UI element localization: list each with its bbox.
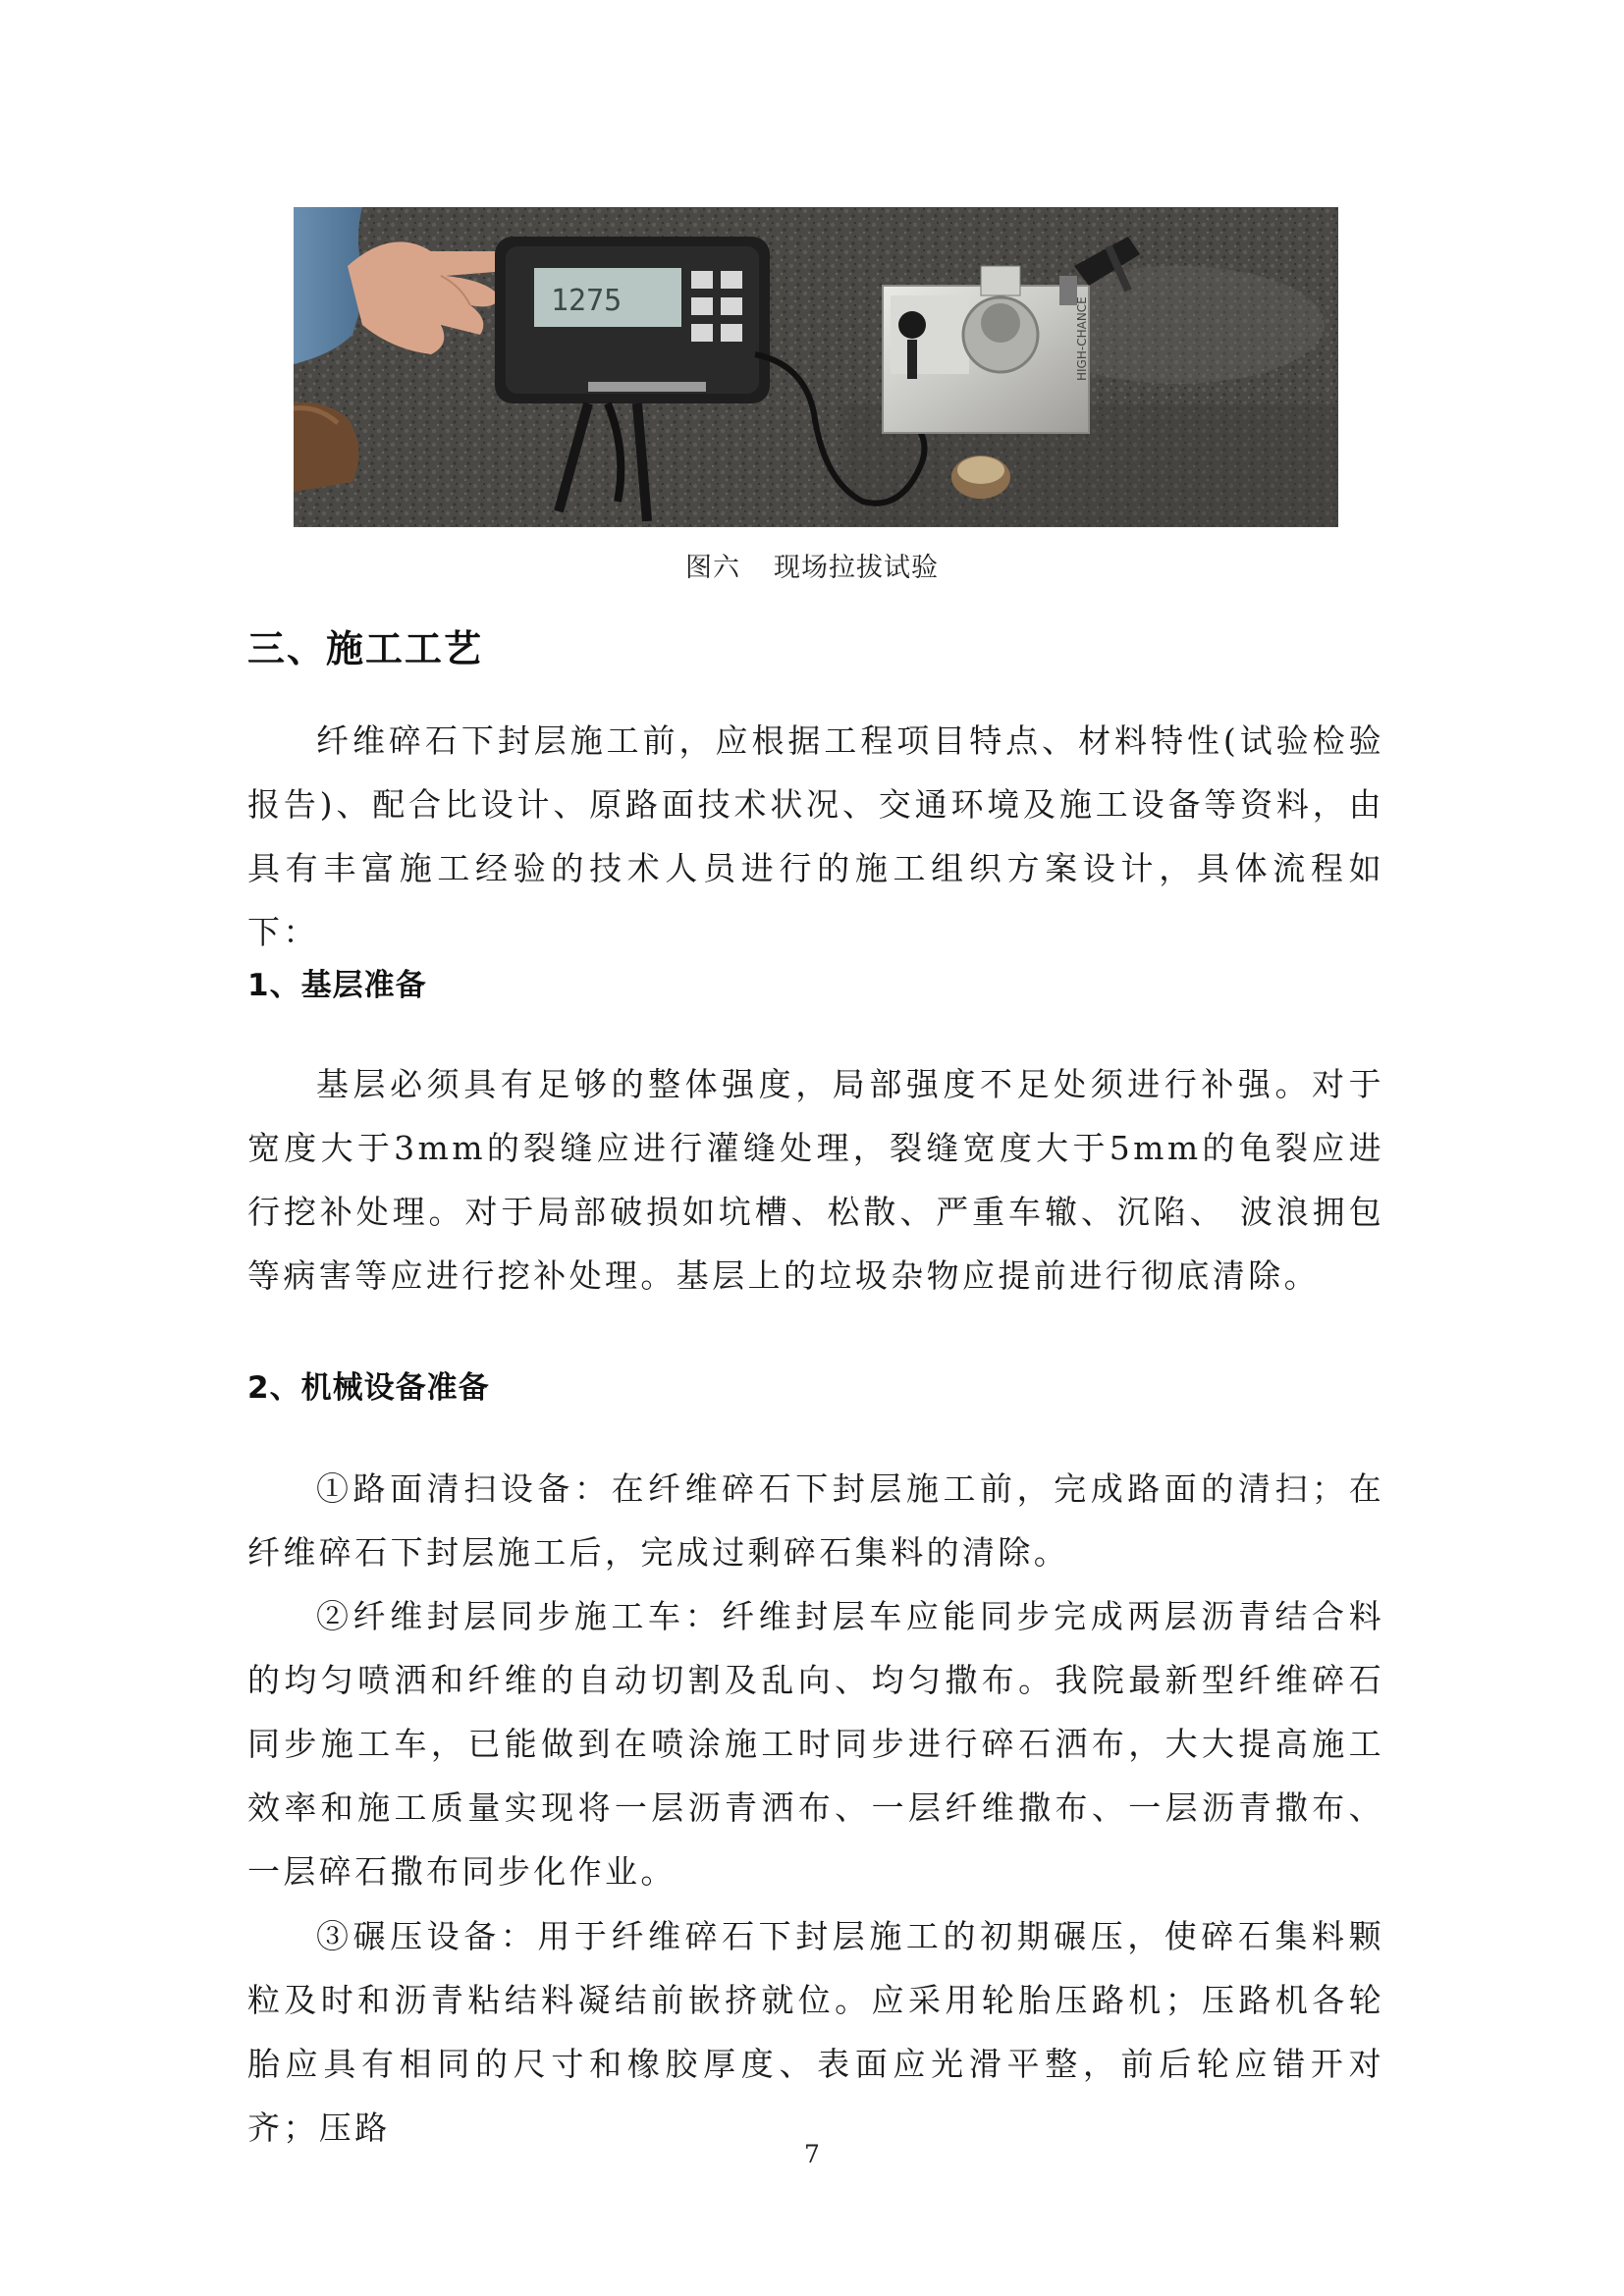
paragraph-rolling-equipment: ③碾压设备：用于纤维碎石下封层施工的初期碾压，使碎石集料颗粒及时和沥青粘结料凝结前嵌挤就位。应采用轮胎压路机；压路机各轮胎应具有相同的尺寸和橡胶厚度、表面应光滑平整，前后轮应错开对齐；压路	[247, 1917, 1384, 2147]
figure-caption-label: 图六	[685, 553, 740, 583]
paragraph-synchronous-truck: ②纤维封层同步施工车：纤维封层车应能同步完成两层沥青结合料的均匀喷洒和纤维的自动切割及乱向、均匀撒布。我院最新型纤维碎石同步施工车，已能做到在喷涂施工时同步进行碎石洒布，大大提高施工效率和施工质量实现将一层沥青洒布、一层纤维撒布、一层沥青撒布、一层碎石撒布同步化作业。	[247, 1597, 1384, 1891]
device-brand-label: HIGH-CHANCE	[1075, 296, 1089, 381]
subsection-heading-base-prep: 1、基层准备	[247, 968, 427, 1003]
paragraph-cleaning-equipment: ①路面清扫设备：在纤维碎石下封层施工前，完成路面的清扫；在纤维碎石下封层施工后，完成过剩碎石集料的清除。	[247, 1469, 1384, 1572]
photo-illustration	[294, 207, 1338, 527]
svg-text:1275: 1275	[551, 284, 623, 318]
subsection-heading-equipment: 2、机械设备准备	[247, 1370, 490, 1406]
figure-caption-text: 现场拉拔试验	[774, 553, 939, 583]
section-title: 三、施工工艺	[247, 627, 484, 670]
intro-paragraph: 纤维碎石下封层施工前，应根据工程项目特点、材料特性(试验检验报告)、配合比设计、原路面技术状况、交通环境及施工设备等资料，由具有丰富施工经验的技术人员进行的施工组织方案设计，具体流程如下：	[247, 721, 1384, 951]
figure-caption	[0, 546, 1624, 584]
field-pullout-test-photo	[294, 207, 1338, 527]
paragraph-base-prep: 基层必须具有足够的整体强度，局部强度不足处须进行补强。对于宽度大于3mm的裂缝应进行灌缝处理，裂缝宽度大于5mm的龟裂应进行挖补处理。对于局部破损如坑槽、松散、严重车辙、沉陷、 波浪拥包等病害等应进行挖补处理。基层上的垃圾杂物应提前进行彻底清除。	[247, 1065, 1384, 1295]
page-number: 7	[804, 2140, 820, 2168]
